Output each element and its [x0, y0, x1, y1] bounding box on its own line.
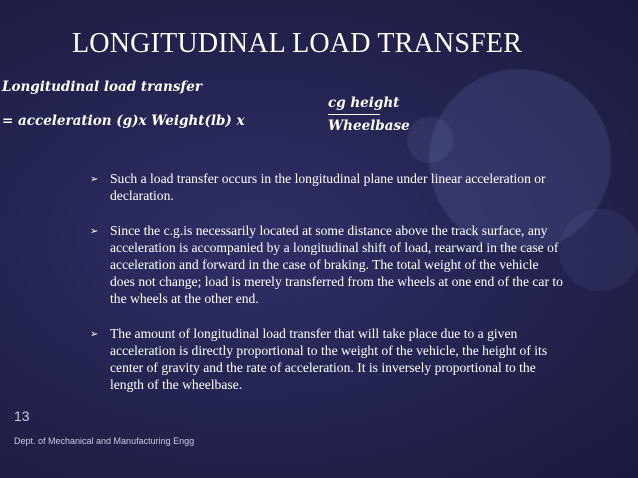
formula-line-1: Longitudinal load transfer	[2, 79, 202, 95]
slide-title: LONGITUDINAL LOAD TRANSFER	[72, 28, 523, 59]
page-number: 13	[14, 408, 30, 424]
formula-line-2: = acceleration (g)x Weight(lb) x	[2, 113, 245, 129]
bullet-item	[90, 325, 566, 393]
bullet-list	[90, 170, 566, 411]
formula-numerator: cg height	[328, 95, 400, 111]
arrow-bullet-icon: ➢	[90, 226, 99, 237]
bullet-text: Since the c.g.is necessarily located at some distance above the track surface, any acceleration is accompanied by a longitudinal shift of load, rearward in the case of acceleration and forward in the case of braking. The total weight of the vehicle does not change; load is merely transferred from the wheels at one end of the car to the wheels at the other end.	[110, 223, 563, 306]
formula-fraction	[328, 94, 410, 135]
bullet-item	[90, 222, 566, 307]
bullet-text: The amount of longitudinal load transfer that will take place due to a given acceleration is directly proportional to the weight of the vehicle, the height of its center of gravity and the rate of acceleration. It is inversely proportional to the length of the wheelbase.	[110, 326, 548, 392]
arrow-bullet-icon: ➢	[90, 174, 99, 185]
fraction-bar	[328, 114, 380, 115]
bullet-text: Such a load transfer occurs in the longitudinal plane under linear acceleration or declaration.	[110, 171, 546, 203]
bullet-item	[90, 170, 566, 204]
arrow-bullet-icon: ➢	[90, 329, 99, 340]
formula-denominator: Wheelbase	[328, 118, 410, 134]
footer-department: Dept. of Mechanical and Manufacturing Engg	[14, 436, 195, 446]
